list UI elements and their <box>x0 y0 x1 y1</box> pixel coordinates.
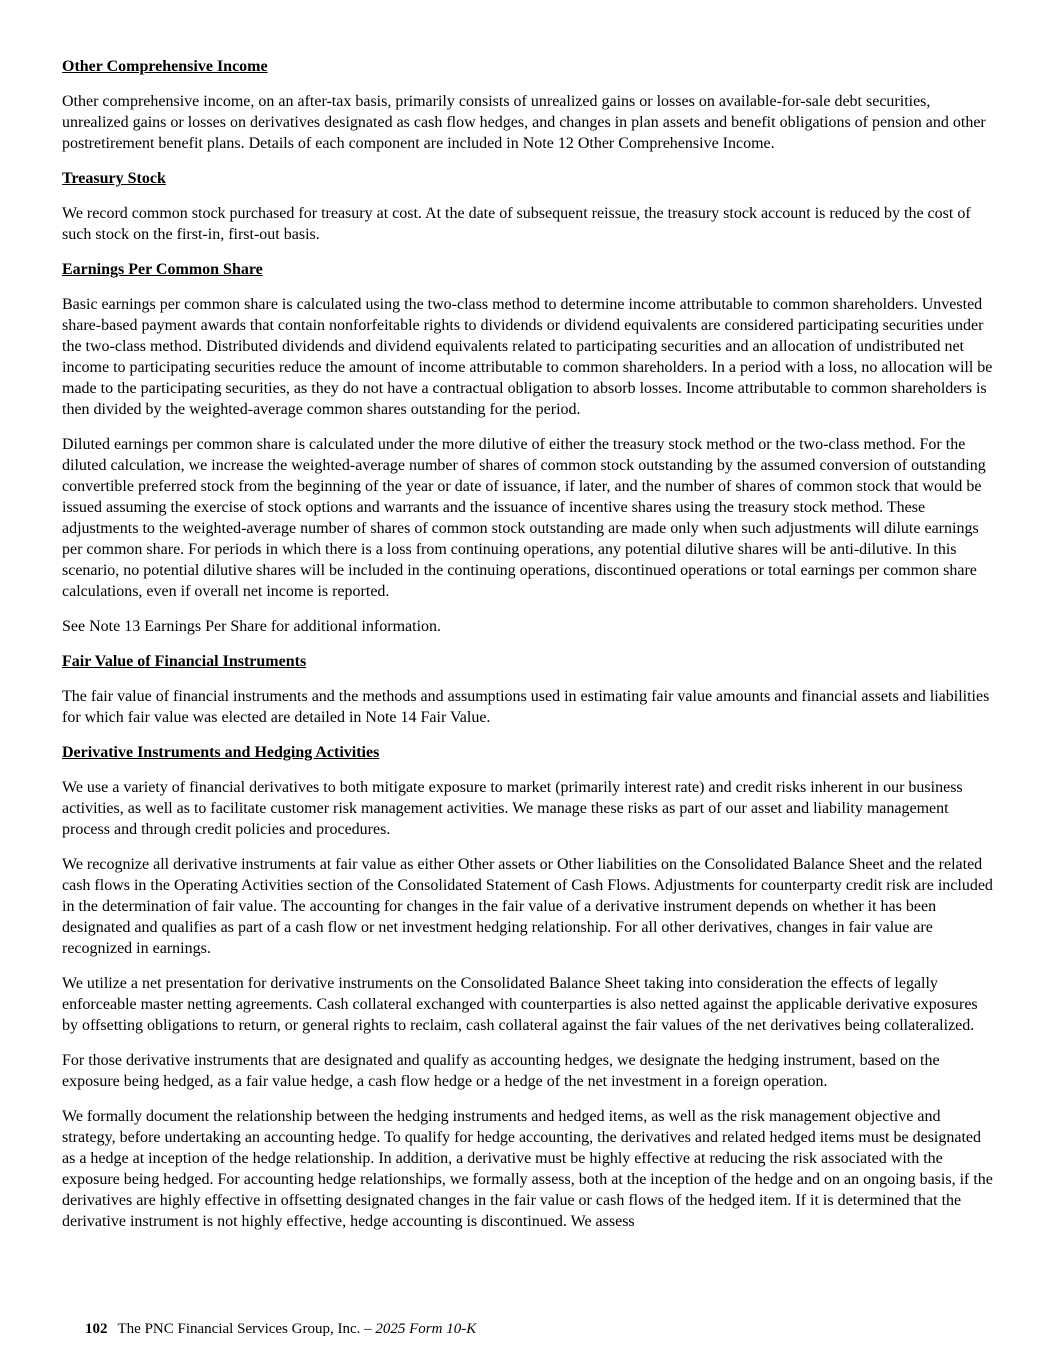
paragraph: Diluted earnings per common share is calculated under the more dilutive of either the treasury stock method or the two-class method. For the diluted calculation, we increase the weighted-average number of shares of common stock outstanding by the assumed conversion of outstanding convertible preferred stock from the beginning of the year or date of issuance, if later, and the number of shares of common stock that would be issued assuming the exercise of stock options and warrants and the issuance of incentive shares using the treasury stock method. These adjustments to the weighted-average number of shares of common stock outstanding are made only when such adjustments will dilute earnings per common share. For periods in which there is a loss from continuing operations, any potential dilutive shares will be anti-dilutive. In this scenario, no potential dilutive shares will be included in the continuing operations, discontinued operations or total earnings per common share calculations, even if overall net income is reported. <box>62 436 986 600</box>
heading-fair-value-of-financial-instruments: Fair Value of Financial Instruments <box>62 653 307 670</box>
footer-company-name: The PNC Financial Services Group, Inc. – <box>117 1321 376 1337</box>
paragraph: We recognize all derivative instruments at fair value as either Other assets or Other liabilities on the Consolidated Balance Sheet and the related cash flows in the Operating Activities section of the Consolidated Statement of Cash Flows. Adjustments for counterparty credit risk are included in the determination of fair value. The accounting for changes in the fair value of a derivative instrument depends on whether it has been designated and qualifies as part of a cash flow or net investment hedging relationship. For all other derivatives, changes in fair value are recognized in earnings. <box>62 856 993 957</box>
paragraph: Basic earnings per common share is calculated using the two-class method to determine income attributable to common shareholders. Unvested share-based payment awards that contain nonforfeitable rights to dividends or dividend equivalents are considered participating securities under the two-class method. Distributed dividends and dividend equivalents related to participating securities and an allocation of undistributed net income to participating securities reduce the amount of income attributable to common shareholders. In a period with a loss, no allocation will be made to the participating securities, as they do not have a contractual obligation to absorb losses. Income attributable to common shareholders is then divided by the weighted-average common shares outstanding for the period. <box>62 296 993 418</box>
paragraph: We record common stock purchased for treasury at cost. At the date of subsequent reissue, the treasury stock account is reduced by the cost of such stock on the first-in, first-out basis. <box>62 205 971 243</box>
heading-derivative-instruments-and-hedging-activities: Derivative Instruments and Hedging Activities <box>62 744 380 761</box>
footer-form-name: 2025 Form 10-K <box>375 1321 477 1337</box>
page-footer <box>85 1320 476 1339</box>
page-number: 102 <box>85 1321 108 1337</box>
paragraph: We utilize a net presentation for derivative instruments on the Consolidated Balance Sheet taking into consideration the effects of legally enforceable master netting agreements. Cash collateral exchanged with counterparties is also netted against the applicable derivative exposures by offsetting obligations to return, or general rights to reclaim, cash collateral against the fair values of the net derivatives being collateralized. <box>62 975 978 1034</box>
paragraph: Other comprehensive income, on an after-tax basis, primarily consists of unrealized gains or losses on available-for-sale debt securities, unrealized gains or losses on derivatives designated as cash flow hedges, and changes in plan assets and benefit obligations of pension and other postretirement benefit plans. Details of each component are included in Note 12 Other Comprehensive Income. <box>62 93 986 152</box>
heading-earnings-per-common-share: Earnings Per Common Share <box>62 261 263 278</box>
paragraph: We use a variety of financial derivatives to both mitigate exposure to market (primarily interest rate) and credit risks inherent in our business activities, as well as to facilitate customer risk management activities. We manage these risks as part of our asset and liability management process and through credit policies and procedures. <box>62 779 963 838</box>
paragraph: For those derivative instruments that are designated and qualify as accounting hedges, we designate the hedging instrument, based on the exposure being hedged, as a fair value hedge, a cash flow hedge or a hedge of the net investment in a foreign operation. <box>62 1052 940 1090</box>
paragraph: See Note 13 Earnings Per Share for additional information. <box>62 618 442 635</box>
heading-treasury-stock: Treasury Stock <box>62 170 166 187</box>
heading-other-comprehensive-income: Other Comprehensive Income <box>62 58 268 75</box>
document-body <box>62 56 993 1246</box>
paragraph: We formally document the relationship between the hedging instruments and hedged items, as well as the risk management objective and strategy, before undertaking an accounting hedge. To qualify for hedge accounting, the derivatives and related hedged items must be designated as a hedge at inception of the hedge relationship. In addition, a derivative must be highly effective at reducing the risk associated with the exposure being hedged. For accounting hedge relationships, we formally assess, both at the inception of the hedge and on an ongoing basis, if the derivatives are highly effective in offsetting designated changes in the fair value or cash flows of the hedged item. If it is determined that the derivative instrument is not highly effective, hedge accounting is discontinued. We assess <box>62 1108 993 1230</box>
paragraph: The fair value of financial instruments and the methods and assumptions used in estimating fair value amounts and financial assets and liabilities for which fair value was elected are detailed in Note 14 Fair Value. <box>62 688 990 726</box>
